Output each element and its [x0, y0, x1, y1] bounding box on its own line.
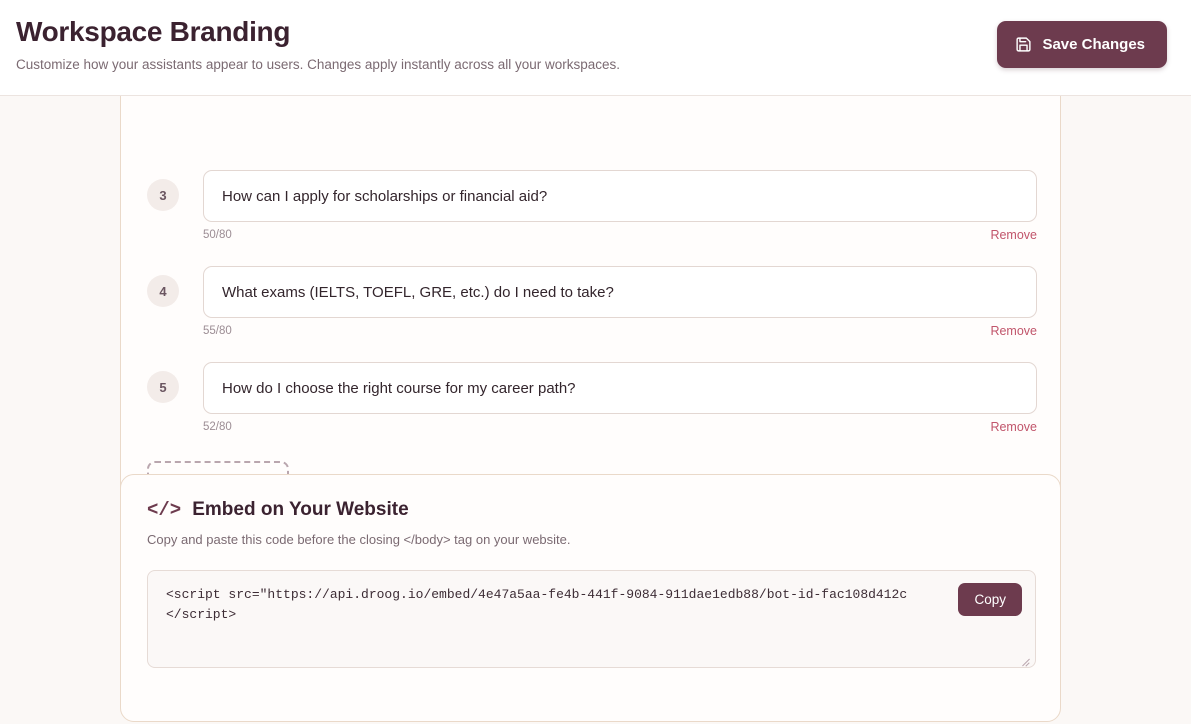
remove-question-link[interactable]: Remove — [990, 420, 1037, 434]
scroll-content — [0, 96, 1191, 724]
code-tag-icon: </> — [147, 499, 182, 521]
save-changes-button[interactable] — [997, 21, 1167, 68]
embed-code-textarea[interactable] — [147, 570, 1036, 668]
page-header — [0, 0, 1191, 96]
remove-question-link[interactable]: Remove — [990, 324, 1037, 338]
question-input[interactable] — [203, 266, 1037, 318]
question-input[interactable] — [203, 170, 1037, 222]
remove-question-link[interactable]: Remove — [990, 228, 1037, 242]
character-count: 52/80 — [203, 421, 232, 433]
copy-code-button[interactable]: Copy — [958, 583, 1022, 616]
question-number: 4 — [147, 275, 179, 307]
question-number: 3 — [147, 179, 179, 211]
save-disk-icon — [1015, 36, 1032, 53]
question-input[interactable] — [203, 362, 1037, 414]
embed-card — [120, 474, 1061, 722]
character-count: 55/80 — [203, 325, 232, 337]
page-title: Workspace Branding — [16, 16, 291, 47]
page-subtitle: Customize how your assistants appear to users. Changes apply instantly across all your workspaces. — [16, 57, 621, 72]
character-count: 50/80 — [203, 229, 232, 241]
embed-title: Embed on Your Website — [192, 499, 409, 520]
embed-header — [147, 499, 409, 521]
save-changes-label: Save Changes — [1042, 36, 1145, 53]
question-number: 5 — [147, 371, 179, 403]
embed-subtitle: Copy and paste this code before the closing </body> tag on your website. — [147, 532, 571, 547]
